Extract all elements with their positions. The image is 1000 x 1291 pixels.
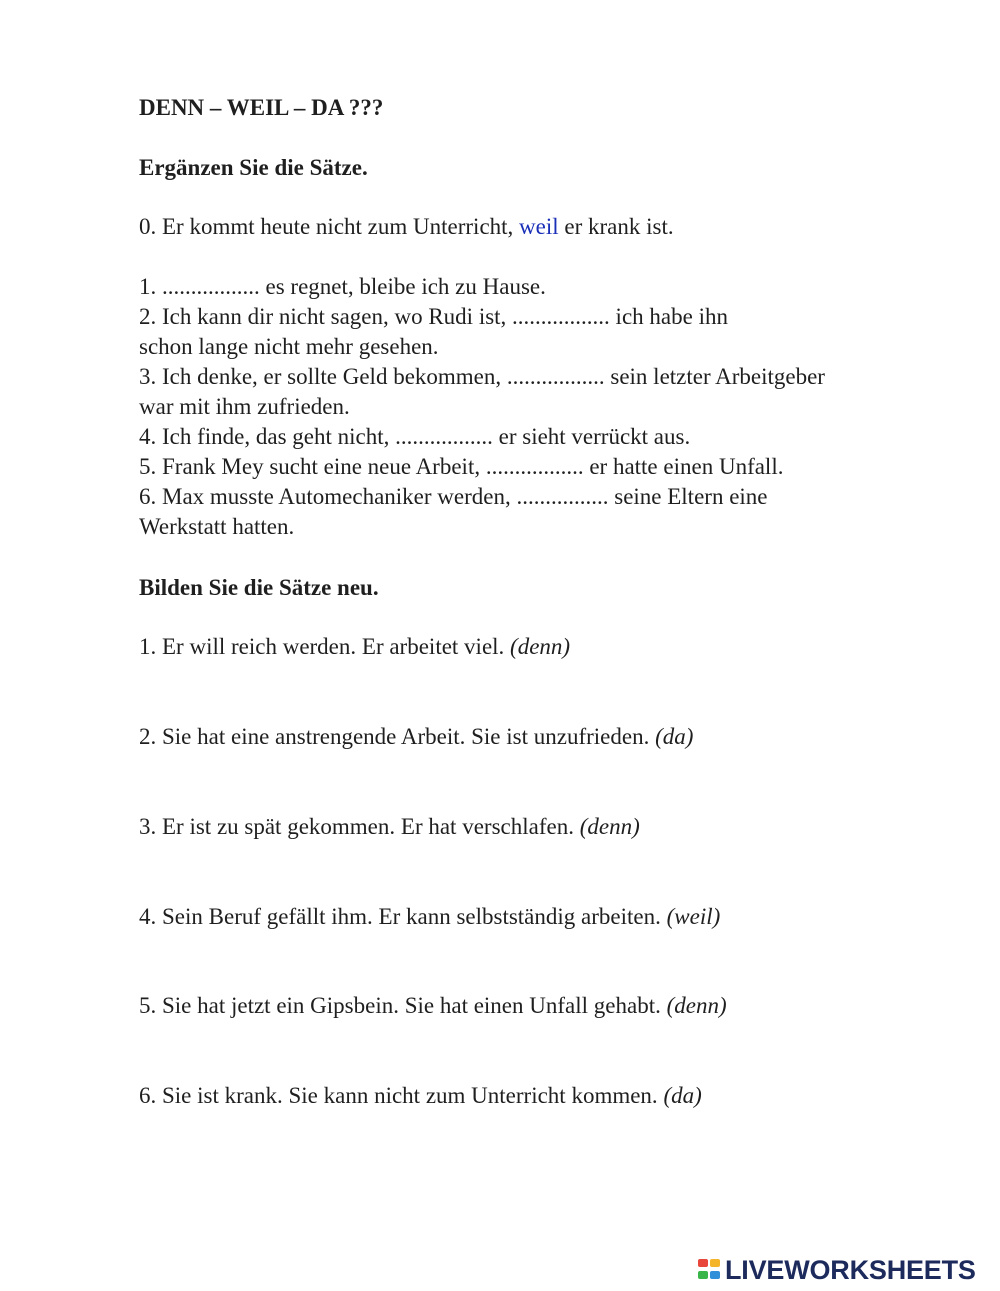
exercise2-text: 4. Sein Beruf gefällt ihm. Er kann selbstständig arbeiten. [139,904,667,929]
exercise2-text: 6. Sie ist krank. Sie kann nicht zum Unterricht kommen. [139,1083,664,1108]
exercise2-text: 3. Er ist zu spät gekommen. Er hat verschlafen. [139,814,580,839]
example-before: 0. Er kommt heute nicht zum Unterricht, [139,214,520,239]
logo-square-red [698,1259,708,1267]
example-after: er krank ist. [558,214,674,239]
exercise2-item [139,722,693,752]
exercise1-line: 5. Frank Mey sucht eine neue Arbeit, ................. er hatte einen Unfall. [139,454,784,479]
exercise2-hint: (da) [655,724,694,749]
exercise1-line: war mit ihm zufrieden. [139,394,350,419]
exercise2-item [139,632,570,662]
exercise2-hint: (denn) [510,634,571,659]
exercise2-item [139,902,720,932]
exercise1-line: 2. Ich kann dir nicht sagen, wo Rudi ist, ................. ich habe ihn [139,304,728,329]
exercise1-line: schon lange nicht mehr gesehen. [139,334,439,359]
exercise2-hint: (denn) [579,814,640,839]
exercise2-hint: (weil) [666,904,721,929]
exercise1-line: 3. Ich denke, er sollte Geld bekommen, ................. sein letzter Arbeitgeber [139,364,825,389]
exercise2-item [139,1081,702,1111]
example-sentence [139,212,674,242]
section1-heading: Ergänzen Sie die Sätze. [139,155,368,180]
liveworksheets-logo-icon [698,1257,722,1283]
exercise1-line: Werkstatt hatten. [139,514,295,539]
exercise2-hint: (da) [663,1083,702,1108]
exercise2-text: 2. Sie hat eine anstrengende Arbeit. Sie ist unzufrieden. [139,724,656,749]
exercise2-text: 1. Er will reich werden. Er arbeitet viel. [139,634,511,659]
section2-heading: Bilden Sie die Sätze neu. [139,575,379,600]
exercise1-line: 6. Max musste Automechaniker werden, ................ seine Eltern eine [139,484,768,509]
exercise1-line: 1. ................. es regnet, bleibe ich zu Hause. [139,274,546,299]
logo-square-yellow [710,1259,720,1267]
logo-square-green [698,1271,708,1279]
logo-text: LIVEWORKSHEETS [725,1255,976,1285]
example-answer: weil [519,214,559,239]
exercise2-text: 5. Sie hat jetzt ein Gipsbein. Sie hat einen Unfall gehabt. [139,993,667,1018]
liveworksheets-logo [698,1254,976,1286]
exercise2-item [139,991,727,1021]
exercise2-item [139,812,640,842]
exercise1-line: 4. Ich finde, das geht nicht, ................. er sieht verrückt aus. [139,424,691,449]
logo-square-blue [710,1271,720,1279]
worksheet-title: DENN – WEIL – DA ??? [139,95,384,120]
exercise2-hint: (denn) [666,993,727,1018]
